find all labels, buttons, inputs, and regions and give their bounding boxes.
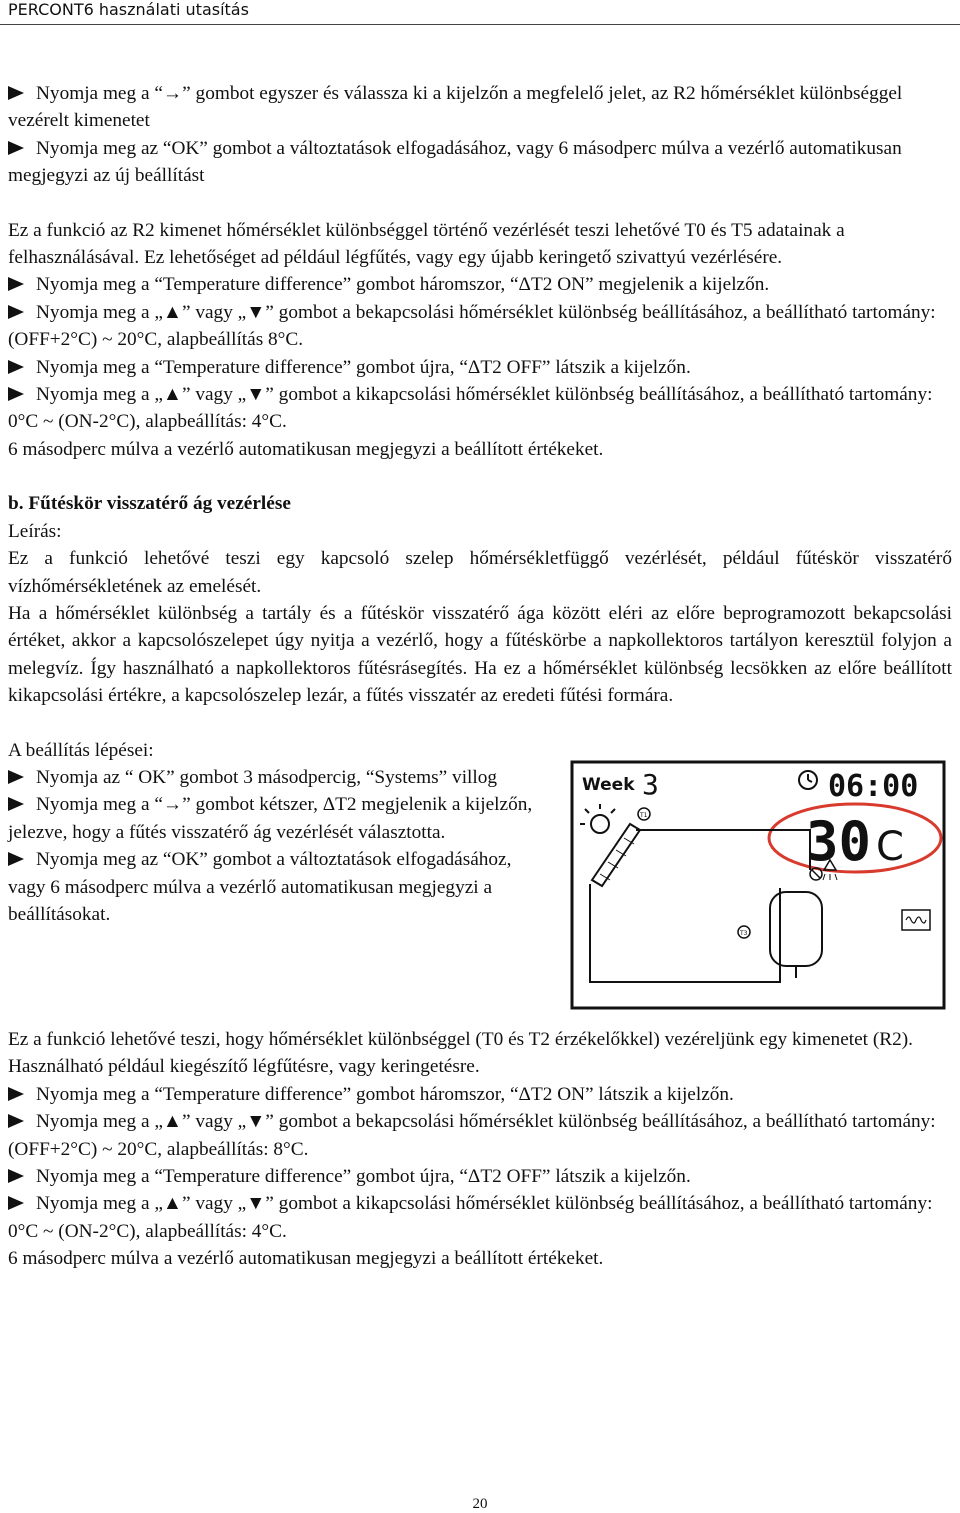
step <box>8 299 952 354</box>
bullet-triangle-icon <box>8 1087 24 1101</box>
intro-paragraph: Ez a funkció lehetővé teszi, hogy hőmérséklet különbséggel (T0 és T2 érzékelőkkel) vezéreljünk egy kimenetet (R2). Használható például kiegészítő légfűtésre, vagy keringetésre. <box>8 1028 914 1078</box>
step-text: Nyomja meg a “Temperature difference” gombot újra, “ΔT2 OFF” látszik a kijelzőn. <box>36 356 691 378</box>
temperature-unit: C <box>876 823 904 870</box>
section-label: Leírás: <box>8 520 62 542</box>
intro-paragraph: Ez a funkció az R2 kimenet hőmérséklet különbséggel történő vezérlését teszi lehetővé T0 és T5 adatainak a felhasználásával. Ez lehetőséget ad például légfűtés, vagy egy újabb keringető szivattyú vezérlésére. <box>8 219 845 269</box>
step-text: Nyomja meg a „▲” vagy „▼” gombot a kikapcsolási hőmérséklet különbség beállításához, a beállítható tartomány: 0°C ~ (ON-2°C), alapbeállítás: 4°C. <box>8 384 933 433</box>
step <box>8 354 952 381</box>
step <box>8 1081 952 1108</box>
bullet-triangle-icon <box>8 305 24 319</box>
step <box>8 1108 952 1163</box>
bullet-triangle-icon <box>8 1169 24 1183</box>
header-title: PERCONT6 használati utasítás <box>8 0 249 19</box>
bullet-triangle-icon <box>8 1114 24 1128</box>
bullet-triangle-icon <box>8 360 24 374</box>
bullet-triangle-icon <box>8 86 24 100</box>
step-text: Nyomja meg a „▲” vagy „▼” gombot a kikapcsolási hőmérséklet különbség beállításához, a beállítható tartomány: 0°C ~ (ON-2°C), alapbeállítás: 4°C. <box>8 1193 933 1242</box>
spacer <box>8 190 952 217</box>
bullet-triangle-icon <box>8 141 24 155</box>
setup-title: A beállítás lépései: <box>8 739 154 761</box>
week-label: Week <box>582 774 635 795</box>
step <box>8 764 548 791</box>
description-paragraph: Ha a hőmérséklet különbség a tartály és a fűtéskör visszatérő ága között eléri az előre beprogramozott bekapcsolási értéket, akkor a kapcsolószelepet úgy nyitja a vezérlő, hogy a fűtéskörbe a napkollektoros tartályon keresztül folyjon a melegvíz. Így használható a napkollektoros fűtésrásegítés. Ha ez a hőmérséklet különbség lecsökken az előre beállított kikapcsolási értékre, a kapcsolószelep lezár, a fűtés visszatér az eredeti fűtési formára. <box>8 602 952 707</box>
step <box>8 846 548 928</box>
step-text: Nyomja meg az “OK” gombot a változtatások elfogadásához, vagy 6 másodperc múlva a vezérlő automatikusan megjegyzi az új beállítást <box>8 137 902 187</box>
step <box>8 135 952 190</box>
step-text: Nyomja meg a „▲” vagy „▼” gombot a bekapcsolási hőmérséklet különbség beállításához, a beállítható tartomány: (OFF+2°C) ~ 20°C, alapbeállítás 8°C. <box>8 301 936 351</box>
page-number: 20 <box>472 1496 488 1512</box>
step-text: Nyomja az “ OK” gombot 3 másodpercig, “Systems” villog <box>36 766 498 788</box>
step-text: Nyomja meg a “Temperature difference” gombot háromszor, “ΔT2 ON” megjelenik a kijelzőn. <box>36 274 770 296</box>
sensor-t1-label: T1 <box>640 811 648 819</box>
document-body <box>8 80 952 1273</box>
step-text: Nyomja meg a “→” gombot egyszer és válassza ki a kijelzőn a megfelelő jelet, az R2 hőmérséklet különbséggel vezérelt kimenetet <box>8 83 903 132</box>
bullet-triangle-icon <box>8 797 24 811</box>
section-title: b. Fűtéskör visszatérő ág vezérlése <box>8 493 291 515</box>
step-text: Nyomja meg a “Temperature difference” gombot újra, “ΔT2 OFF” látszik a kijelzőn. <box>36 1165 691 1187</box>
step-text: Nyomja meg a „▲” vagy „▼” gombot a bekapcsolási hőmérséklet különbség beállításához, a beállítható tartomány: (OFF+2°C) ~ 20°C, alapbeállítás: 8°C. <box>8 1111 936 1160</box>
step <box>8 80 952 135</box>
time-readout: 06:00 <box>828 768 919 804</box>
description-paragraph: Ez a funkció lehetővé teszi egy kapcsoló szelep hőmérsékletfüggő vezérlését, például fűtéskör visszatérő vízhőmérsékletének az emelését. <box>8 548 952 597</box>
spacer <box>8 710 952 737</box>
header-divider <box>0 24 960 25</box>
note: 6 másodperc múlva a vezérlő automatikusan megjegyzi a beállított értékeket. <box>8 438 604 460</box>
step <box>8 791 548 846</box>
sensor-t3-label: T3 <box>740 929 748 937</box>
spacer <box>8 463 952 490</box>
bullet-triangle-icon <box>8 277 24 291</box>
step-text: Nyomja meg a “Temperature difference” gombot háromszor, “ΔT2 ON” látszik a kijelzőn. <box>36 1083 734 1105</box>
bullet-triangle-icon <box>8 852 24 866</box>
step-text: Nyomja meg a “→” gombot kétszer, ΔT2 megjelenik a kijelzőn, jelezve, hogy a fűtés visszatérő ág vezérlését választotta. <box>8 794 533 843</box>
step-text: Nyomja meg az “OK” gombot a változtatások elfogadásához, vagy 6 másodperc múlva a vezérlő automatikusan megjegyzi a beállításokat. <box>8 849 512 925</box>
setup-steps <box>8 764 548 928</box>
step <box>8 1163 952 1190</box>
step <box>8 1190 952 1245</box>
bullet-triangle-icon <box>8 770 24 784</box>
lcd-display-illustration <box>570 760 946 1010</box>
bullet-triangle-icon <box>8 1196 24 1210</box>
note: 6 másodperc múlva a vezérlő automatikusan megjegyzi a beállított értékeket. <box>8 1248 604 1270</box>
step <box>8 381 952 436</box>
week-value: 3 <box>642 767 659 801</box>
step <box>8 271 952 298</box>
bullet-triangle-icon <box>8 387 24 401</box>
temperature-readout: 30 <box>806 809 872 873</box>
setup-with-display <box>8 764 952 1010</box>
spacer <box>8 1010 952 1026</box>
